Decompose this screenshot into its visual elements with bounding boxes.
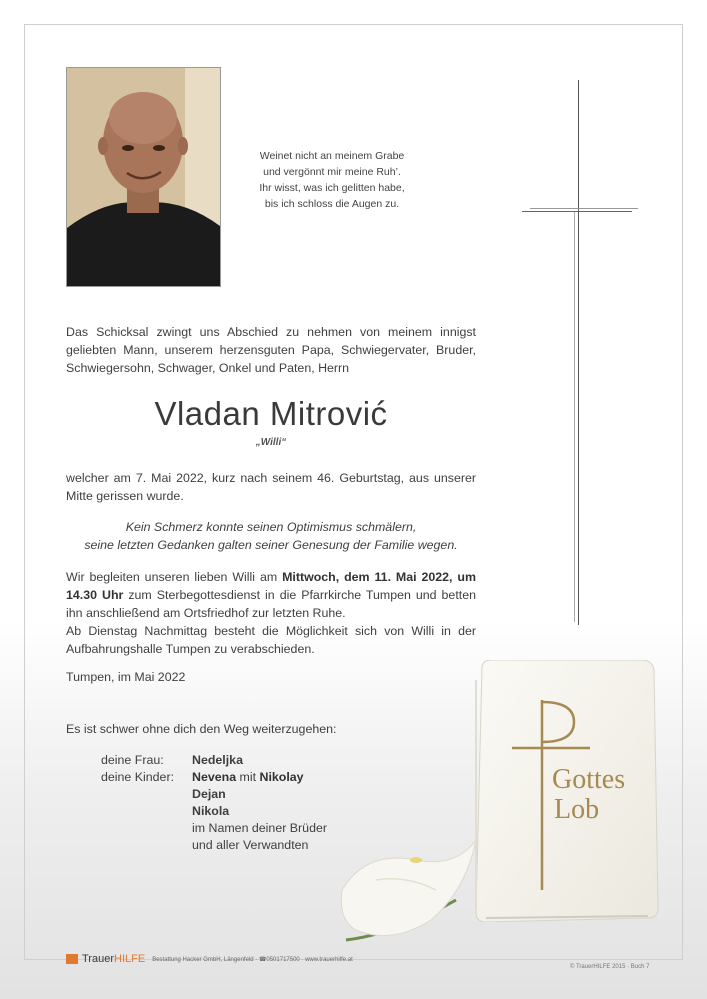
- portrait-photo: [66, 67, 221, 287]
- quote: [66, 518, 476, 554]
- wife-name: Nedeljka: [192, 753, 243, 767]
- poem: [232, 148, 432, 212]
- child2-name: Dejan: [192, 787, 226, 801]
- funeral-date: Mittwoch, dem 11. Mai 2022,: [282, 570, 453, 584]
- child1-line: [192, 770, 452, 784]
- child1-with: mit: [236, 770, 260, 784]
- child1-partner: Nikolay: [259, 770, 304, 784]
- brand-name-part1: Trauer: [82, 953, 114, 965]
- cross-horizontal-line: [522, 211, 632, 212]
- funeral-part2: zum Sterbegottesdienst in die Pfarrkirche Tumpen und betten ihn anschließend am Ortsfriedhof zur letzten Ruhe.: [66, 588, 476, 620]
- funeral-time: um 14.30 Uhr: [66, 570, 476, 602]
- funeral-text: [66, 568, 476, 658]
- calla-lily-image: [336, 830, 486, 945]
- cross-horizontal-shadow: [530, 208, 638, 209]
- child3-name: Nikola: [192, 804, 230, 818]
- child1-name: Nevena: [192, 770, 237, 784]
- deceased-name: Vladan Mitrović: [154, 395, 388, 432]
- poem-line: bis ich schloss die Augen zu.: [264, 198, 400, 210]
- cross-vertical-line: [578, 80, 579, 625]
- deceased-nickname: „Willi“: [255, 437, 287, 448]
- farewell-text: Es ist schwer ohne dich den Weg weiterzugehen:: [66, 722, 337, 736]
- brand-name-part2: HILFE: [114, 953, 146, 965]
- funeral-part1: Wir begleiten unseren lieben Willi am: [66, 570, 283, 584]
- brothers-text: im Namen deiner Brüder: [192, 821, 327, 835]
- trauerhilfe-logo-icon: [66, 954, 78, 964]
- quote-line: seine letzten Gedanken galten seiner Genesung der Familie wegen.: [84, 538, 458, 552]
- cross-vertical-shadow: [574, 212, 575, 622]
- poem-line: Ihr wisst, was ich gelitten habe,: [259, 182, 405, 194]
- book-title-line2: Lob: [554, 794, 600, 825]
- footer-brand: [66, 953, 353, 965]
- children-label: deine Kinder:: [101, 770, 175, 784]
- poem-line: Weinet nicht an meinem Grabe: [259, 150, 405, 162]
- copyright-text: © TrauerHILFE 2015 · Buch 7: [570, 964, 650, 970]
- prayer-book-image: [472, 660, 660, 922]
- book-title-line1: Gottes: [552, 764, 626, 795]
- poem-line: und vergönnt mir meine Ruh’.: [263, 166, 401, 178]
- footer-contact: Bestattung Hacker GmbH, Längenfeld · ☎0501717500 · www.trauerhilfe.at: [152, 956, 353, 963]
- wife-label: deine Frau:: [101, 753, 164, 767]
- relatives-text: und aller Verwandten: [192, 838, 309, 852]
- death-text: welcher am 7. Mai 2022, kurz nach seinem 46. Geburtstag, aus unserer Mitte gerissen wurde.: [66, 471, 476, 503]
- quote-line: Kein Schmerz konnte seinen Optimismus schmälern,: [125, 520, 417, 534]
- intro-text: Das Schicksal zwingt uns Abschied zu nehmen von meinem innigst geliebten Mann, unserem herzensguten Papa, Schwiegervater, Bruder, Schwiegersohn, Schwager, Onkel und Paten, Herrn: [66, 325, 476, 375]
- place-date: Tumpen, im Mai 2022: [66, 670, 186, 684]
- funeral-part3: Ab Dienstag Nachmittag besteht die Möglichkeit sich von Willi in der Aufbahrungshalle Tumpen zu verabschieden.: [66, 624, 476, 656]
